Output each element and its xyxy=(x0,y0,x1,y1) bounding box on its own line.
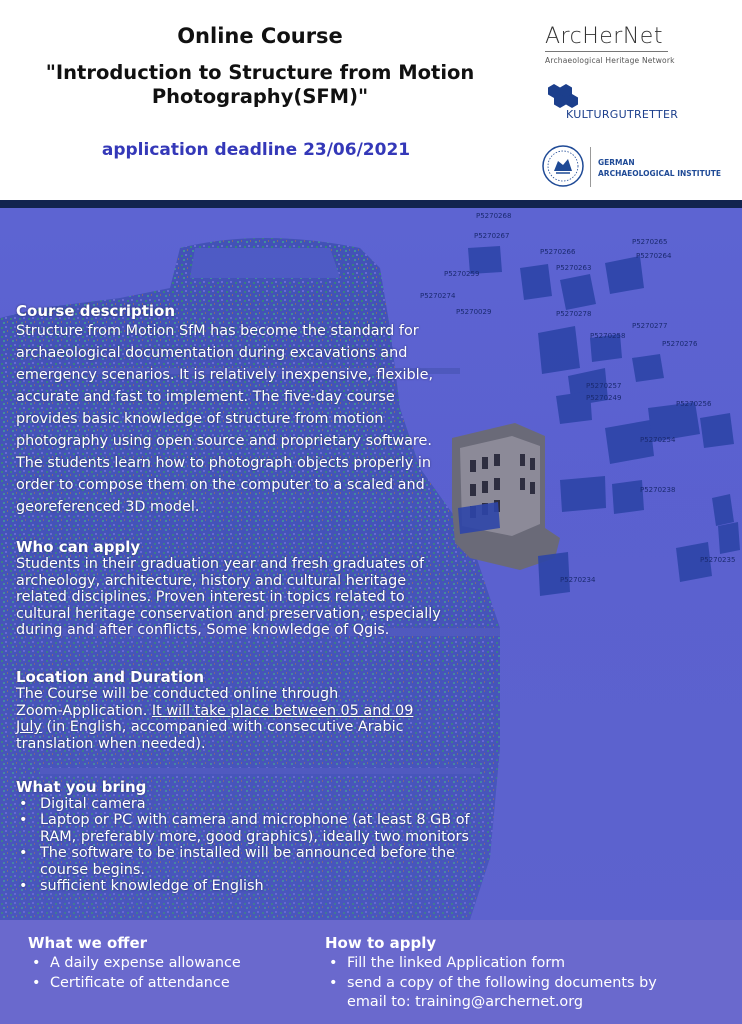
archernet-logo-tagline: Archaeological Heritage Network xyxy=(545,56,675,65)
list-item: • The software to be installed will be announced before the course begins. xyxy=(16,845,496,878)
text-plain: (in English, accompanied with consecutive Arabic xyxy=(41,719,404,736)
header-divider xyxy=(0,200,742,208)
photo-label: P5270249 xyxy=(586,394,622,402)
photo-label: P5270267 xyxy=(474,232,510,240)
photo-label: P5270263 xyxy=(556,264,592,272)
what-you-bring-heading: What you bring xyxy=(16,778,147,796)
list-item[interactable]: • Fill the linked Application form xyxy=(325,954,685,974)
photo-label: P5270264 xyxy=(636,252,672,260)
text-line: during and after conflicts, Some knowledge of Qgis. xyxy=(16,622,390,639)
list-item: • sufficient knowledge of English xyxy=(16,878,496,894)
how-to-apply-heading: How to apply xyxy=(325,934,437,952)
dai-logo xyxy=(540,143,730,191)
footer xyxy=(0,920,742,1024)
course-month: July xyxy=(16,719,42,736)
text-line: Students in their graduation year and fresh graduates of xyxy=(16,556,425,572)
who-can-apply-text xyxy=(16,556,441,639)
photo-label: P5270274 xyxy=(420,292,456,300)
dai-logo-text xyxy=(598,157,721,179)
who-can-apply-section xyxy=(16,538,441,639)
archernet-logo-name: ArcHerNet xyxy=(545,24,663,49)
photo-label: P5270265 xyxy=(632,238,668,246)
dai-logo-line2: ARCHAEOLOGICAL INSTITUTE xyxy=(598,169,722,178)
location-duration-heading: Location and Duration xyxy=(16,668,205,686)
text-line: archaeological documentation during excavations and xyxy=(16,345,408,361)
building-model xyxy=(452,423,560,570)
archernet-logo xyxy=(545,24,675,65)
text-line: translation when needed). xyxy=(16,735,206,752)
photo-label: P5270256 xyxy=(676,400,712,408)
course-type: Online Course xyxy=(177,24,343,48)
photo-label: P5270235 xyxy=(700,556,736,564)
text-line: emergency scenarios. It is relatively inexpensive, flexible, xyxy=(16,367,434,383)
photo-label: P5270238 xyxy=(640,486,676,494)
text-line: The Course will be conducted online through xyxy=(16,686,339,702)
course-description-heading: Course description xyxy=(16,302,176,320)
photo-label: P5270259 xyxy=(444,270,480,278)
dai-seal-icon xyxy=(540,143,586,189)
application-deadline: application deadline 23/06/2021 xyxy=(101,140,411,160)
point-cloud-panel xyxy=(0,208,742,920)
course-description-section xyxy=(16,302,433,518)
course-description-text xyxy=(16,320,433,518)
photo-label: P5270257 xyxy=(586,382,622,390)
list-item: • A daily expense allowance xyxy=(28,954,241,974)
list-item: • Digital camera xyxy=(16,796,496,812)
course-title-line1: "Introduction to Structure from Motion xyxy=(45,61,475,84)
text-line: The students learn how to photograph objects properly in xyxy=(16,455,432,471)
photo-label: P5270268 xyxy=(476,212,512,220)
text-line: Structure from Motion SfM has become the standard for xyxy=(16,323,419,339)
list-item: • send a copy of the following documents by email to: training@archernet.org xyxy=(325,974,685,1013)
how-to-apply-list xyxy=(325,954,685,1013)
course-title xyxy=(0,61,520,109)
what-you-bring-section xyxy=(16,778,496,894)
course-dates: It will take place between 05 and 09 xyxy=(151,702,414,719)
header xyxy=(0,0,742,200)
text-line: order to compose them on the computer to a scaled and xyxy=(16,477,425,493)
what-we-offer-section xyxy=(28,934,241,993)
photo-label: P5270029 xyxy=(456,308,492,316)
dai-logo-line1: GERMAN xyxy=(598,158,635,167)
photo-label: P5270258 xyxy=(590,332,626,340)
text-line xyxy=(16,703,413,720)
text-line xyxy=(16,719,413,736)
list-item: • Laptop or PC with camera and microphone (at least 8 GB of RAM, preferably more, good graphics), ideally two monitors xyxy=(16,812,496,845)
photo-label: P5270266 xyxy=(540,248,576,256)
location-duration-text xyxy=(16,686,413,752)
archernet-logo-rule xyxy=(545,51,668,52)
text-line: related disciplines. Proven interest in topics related to xyxy=(16,589,405,606)
kulturgutretter-logo-text: KULTURGUTRETTER xyxy=(566,108,679,121)
kulturgutretter-logo xyxy=(545,82,695,122)
photo-label: P5270276 xyxy=(662,340,698,348)
how-to-apply-section xyxy=(325,934,685,1013)
who-can-apply-heading: Who can apply xyxy=(16,538,141,556)
text-line: cultural heritage conservation and preservation, especially xyxy=(16,605,441,622)
list-item: • Certificate of attendance xyxy=(28,974,241,994)
photo-label: P5270234 xyxy=(560,576,596,584)
photo-label: P5270278 xyxy=(556,310,592,318)
course-title-line2: Photography(SFM)" xyxy=(151,85,369,108)
text-line: accurate and fast to implement. The five-day course xyxy=(16,389,395,405)
text-plain: Zoom-Application. xyxy=(16,702,152,719)
photo-label: P5270277 xyxy=(632,322,668,330)
text-line: georeferenced 3D model. xyxy=(16,499,200,515)
text-line: provides basic knowledge of structure from motion xyxy=(16,411,384,427)
dai-logo-separator xyxy=(590,147,591,187)
location-duration-section xyxy=(16,668,413,752)
what-you-bring-list xyxy=(16,796,496,894)
photo-label: P5270254 xyxy=(640,436,676,444)
text-line: archeology, architecture, history and cultural heritage xyxy=(16,572,407,589)
what-we-offer-heading: What we offer xyxy=(28,934,148,952)
text-line: photography using open source and proprietary software. xyxy=(16,433,432,449)
what-we-offer-list xyxy=(28,954,241,993)
